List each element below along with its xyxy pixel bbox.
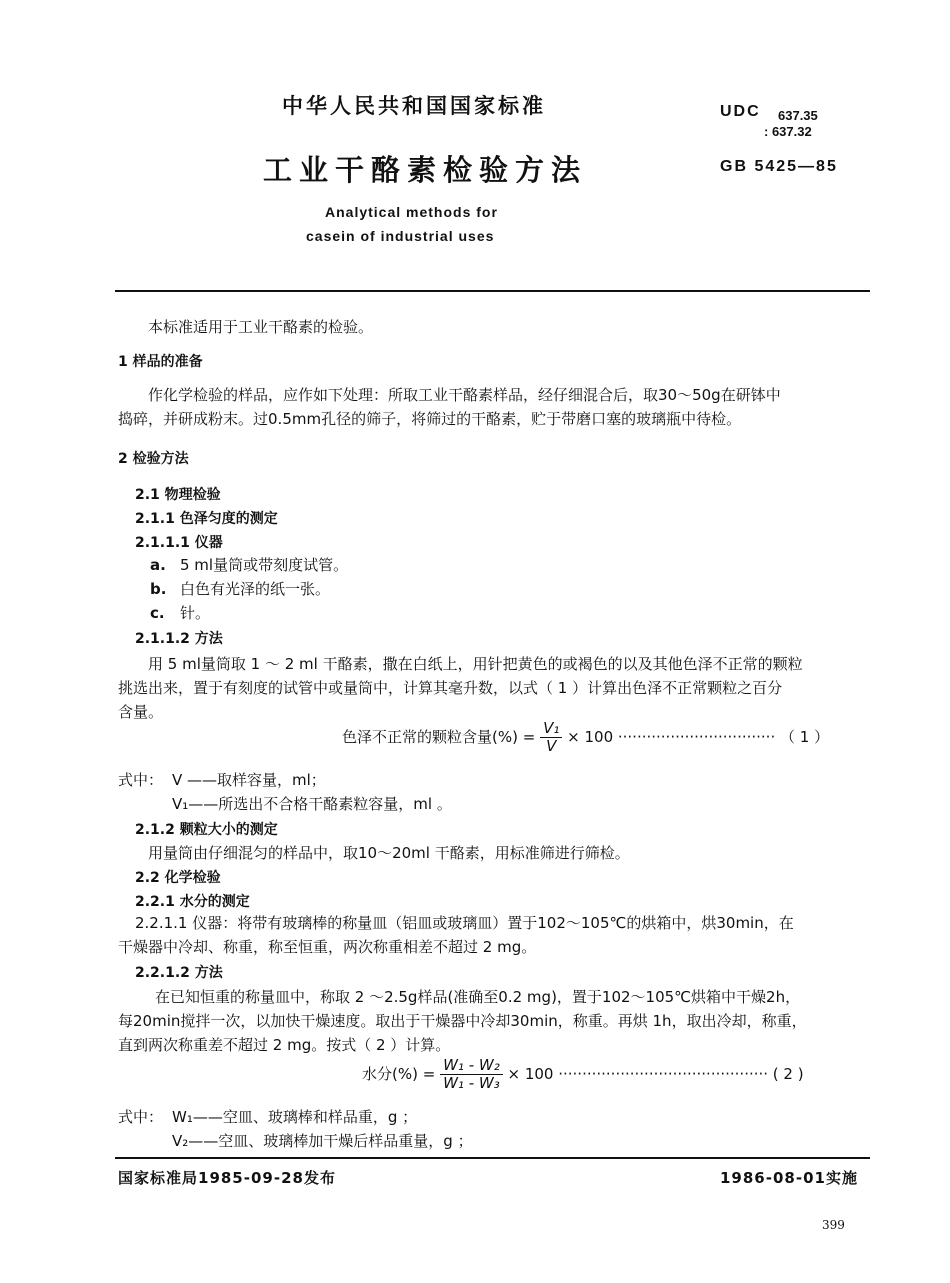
udc-code-1: 637.35 — [778, 108, 818, 123]
formula-1-denominator: V — [546, 737, 557, 755]
list-item — [150, 577, 330, 601]
formula-1-where-1: V ——取样容量，ml； — [172, 771, 326, 789]
section-2-2-1-2-heading: 2.2.1.2 方法 — [135, 965, 223, 981]
formula-2-where-2: V₂——空皿、玻璃棒加干燥后样品重量，g ； — [172, 1132, 473, 1150]
header-divider — [115, 290, 870, 292]
section-2-2-1-heading: 2.2.1 水分的测定 — [135, 894, 250, 910]
section-1-line-2: 捣碎，并研成粉末。过0.5mm孔径的筛子，将筛过的干酪素，贮于带磨口塞的玻璃瓶中待检。 — [118, 410, 742, 428]
method-line-1: 用 5 ml量筒取 1 ～ 2 ml 干酪素，撒在白纸上，用针把黄色的或褐色的以及其他色泽不正常的颗粒 — [148, 655, 803, 673]
formula-2-where-label: 式中： — [118, 1108, 164, 1126]
document-title: 工业干酪素检验方法 — [263, 153, 588, 187]
section-2-2-heading: 2.2 化学检验 — [135, 870, 221, 886]
udc-label: UDC — [720, 103, 761, 120]
formula-2-numerator: W₁ - W₂ — [440, 1057, 503, 1075]
list-item — [150, 553, 348, 577]
section-1-heading: 1 样品的准备 — [118, 354, 203, 370]
issue-date: 国家标准局1985-09-28发布 — [118, 1169, 336, 1187]
list-item-text: 针。 — [180, 604, 211, 622]
formula-1-left: 色泽不正常的颗粒含量(%) = — [342, 728, 536, 746]
national-standard-heading: 中华人民共和国国家标准 — [282, 94, 546, 118]
section-2-heading: 2 检验方法 — [118, 451, 189, 467]
english-title-line-1: Analytical methods for — [325, 204, 498, 220]
formula-1 — [342, 720, 829, 755]
formula-2-denominator: W₁ - W₃ — [443, 1074, 500, 1092]
section-1-line-1: 作化学检验的样品，应作如下处理：所取工业干酪素样品，经仔细混合后，取30～50g在研钵中 — [148, 386, 781, 404]
method-line-2: 挑选出来，置于有刻度的试管中或量筒中，计算其毫升数，以式（ 1 ）计算出色泽不正常颗粒之百分 — [118, 679, 783, 697]
section-2-1-1-heading: 2.1.1 色泽匀度的测定 — [135, 511, 278, 527]
section-2-1-2-heading: 2.1.2 颗粒大小的测定 — [135, 822, 278, 838]
list-item-text: 5 ml量筒或带刻度试管。 — [180, 556, 349, 574]
method-line-3: 含量。 — [118, 703, 164, 721]
formula-2-where-1: W₁——空皿、玻璃棒和样品重，g ； — [172, 1108, 418, 1126]
section-2-1-2-text: 用量筒由仔细混匀的样品中，取10～20ml 干酪素，用标准筛进行筛检。 — [148, 844, 630, 862]
footer-divider — [115, 1157, 870, 1159]
water-method-line-2: 每20min搅拌一次，以加快干燥速度。取出于干燥器中冷却30min，称重。再烘 1h，取出冷却，称重， — [118, 1012, 807, 1030]
formula-1-numerator: V₁ — [540, 720, 562, 738]
water-method-line-1: 在已知恒重的称量皿中，称取 2 ～2.5g样品(准确至0.2 mg)，置于102～105℃烘箱中干燥2h， — [155, 988, 801, 1006]
list-item-label: b. — [150, 580, 167, 598]
formula-1-where-2: V₁——所选出不合格干酪素粒容量，ml 。 — [172, 795, 452, 813]
udc-code-2: : 637.32 — [764, 124, 812, 139]
section-2-1-1-2-heading: 2.1.1.2 方法 — [135, 631, 223, 647]
list-item-text: 白色有光泽的纸一张。 — [180, 580, 331, 598]
formula-2-right: × 100 ············································ ( 2 ) — [507, 1065, 804, 1083]
section-2-2-1-1-line-1: 2.2.1.1 仪器：将带有玻璃棒的称量皿（铝皿或玻璃皿）置于102～105℃的烘箱中，烘30min，在 — [135, 914, 794, 932]
section-2-1-heading: 2.1 物理检验 — [135, 487, 221, 503]
formula-2-fraction — [440, 1057, 503, 1092]
list-item — [150, 601, 210, 625]
gb-number: GB 5425—85 — [720, 158, 838, 175]
page-number: 399 — [822, 1218, 845, 1232]
section-2-1-1-1-heading: 2.1.1.1 仪器 — [135, 535, 223, 551]
english-title-line-2: casein of industrial uses — [306, 228, 495, 244]
effective-date: 1986-08-01实施 — [720, 1169, 858, 1187]
formula-1-fraction — [540, 720, 562, 755]
list-item-label: a. — [150, 556, 166, 574]
formula-2 — [362, 1057, 804, 1092]
section-2-2-1-1-line-2: 干燥器中冷却、称重，称至恒重，两次称重相差不超过 2 mg。 — [118, 938, 537, 956]
list-item-label: c. — [150, 604, 165, 622]
formula-2-left: 水分(%) = — [362, 1065, 436, 1083]
formula-1-where-label: 式中： — [118, 771, 164, 789]
formula-1-right: × 100 ································· （ 1 ） — [567, 728, 830, 746]
intro-text: 本标准适用于工业干酪素的检验。 — [148, 318, 374, 336]
water-method-line-3: 直到两次称重差不超过 2 mg。按式（ 2 ）计算。 — [118, 1036, 451, 1054]
